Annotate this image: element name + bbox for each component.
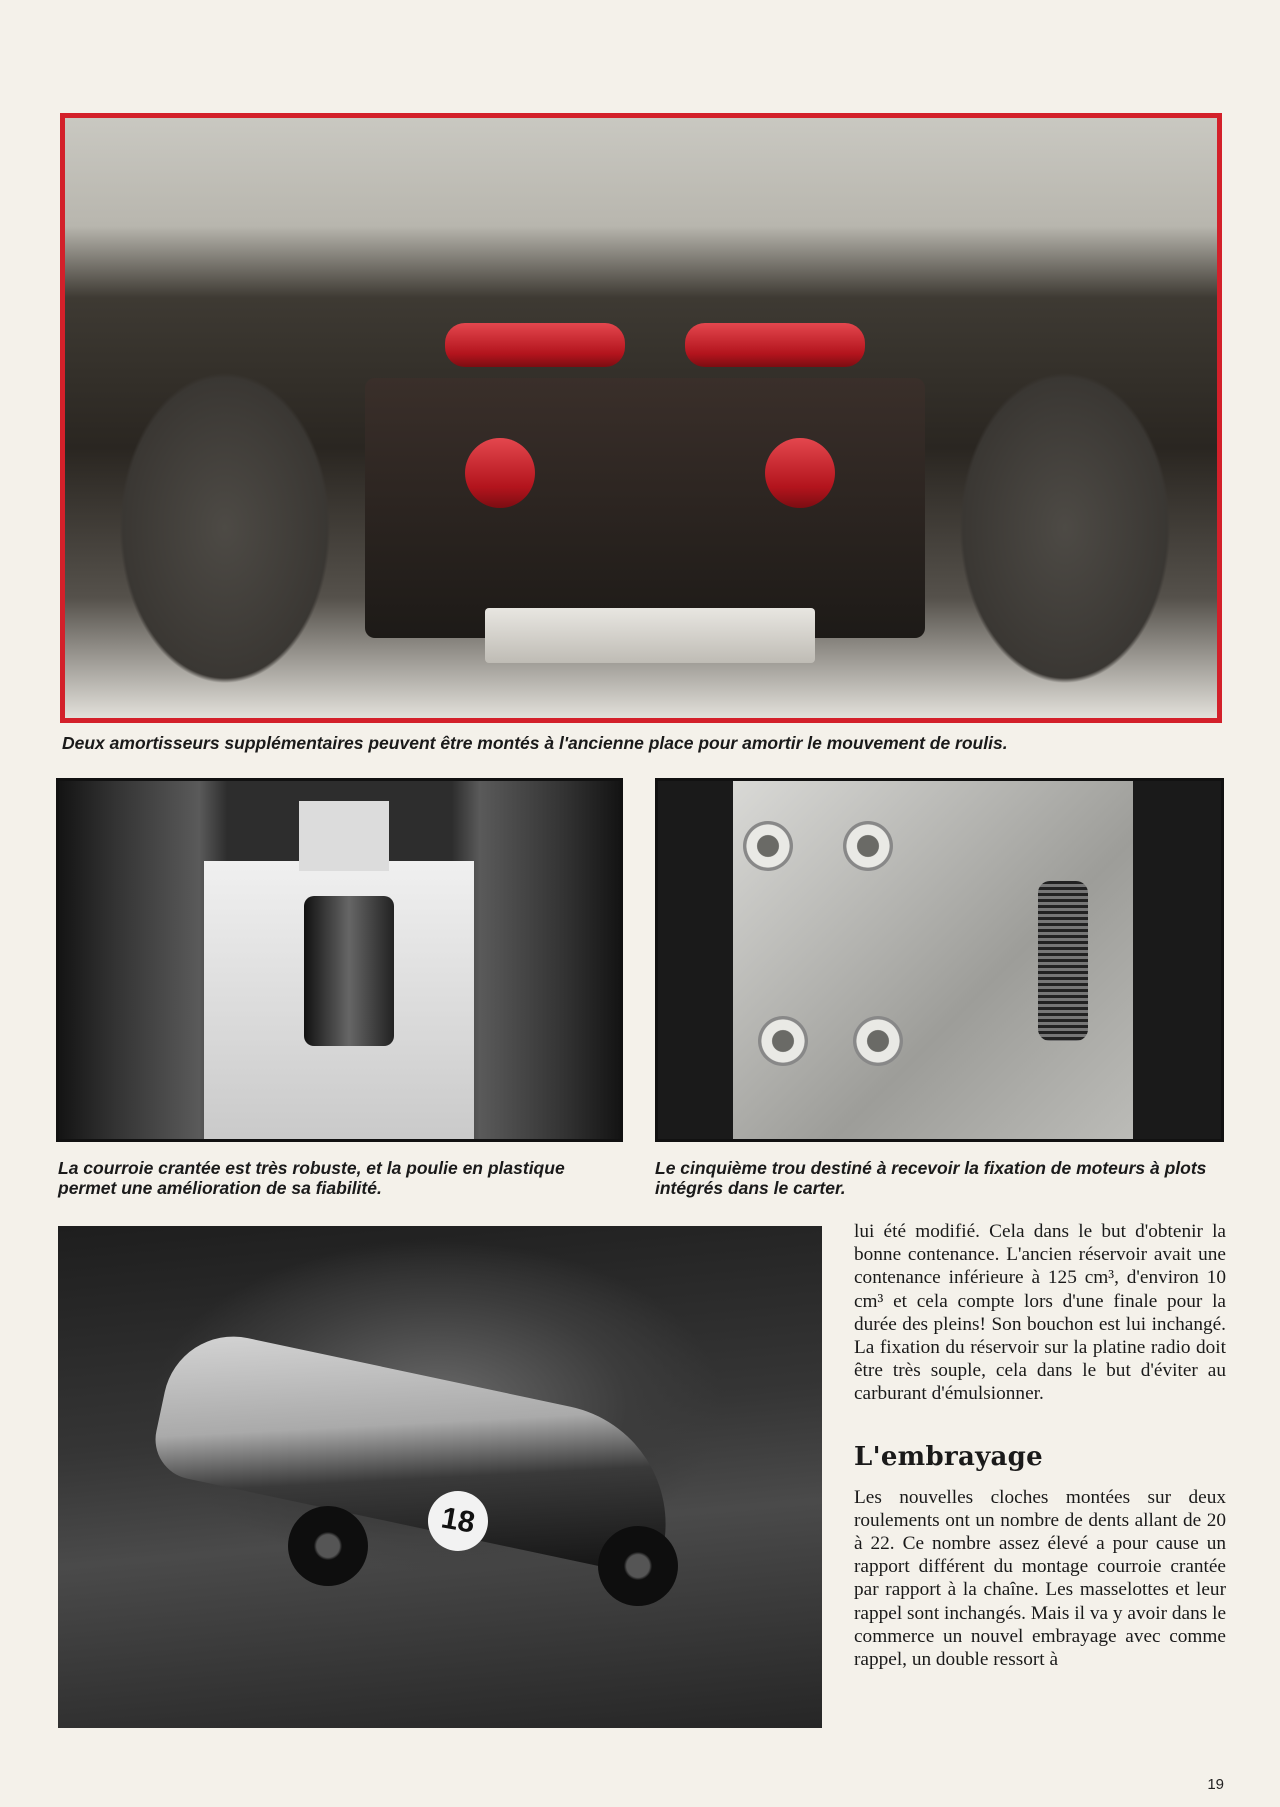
caption-top-photo: Deux amortisseurs supplémentaires peuvent être montés à l'ancienne place pour amortir le mouvement de roulis.	[62, 733, 1008, 753]
photo-toothed-belt	[56, 778, 623, 1142]
photo-bolt-3	[758, 1016, 808, 1066]
photo-bolt-1	[743, 821, 793, 871]
photo-bolt-2	[843, 821, 893, 871]
photo-engine-mount	[655, 778, 1224, 1142]
article-paragraph-2: Les nouvelles cloches montées sur deux roulements ont un nombre de dents allant de 20 à 22. Ce nombre assez élevé a pour cause un rapport différent du montage courroie crantée par rapport à la chaîne. Les masselottes et leur rappel sont inchangés. Mais il va y avoir dans le commerce un nouvel embrayage avec comme rappel, un double ressort à	[854, 1486, 1226, 1671]
photo-wheel-front	[598, 1526, 678, 1606]
article-text-column	[854, 1220, 1226, 1671]
photo-chassis	[365, 378, 925, 638]
photo-damper-right	[765, 438, 835, 508]
photo-skid-plate	[485, 608, 815, 663]
photo-gear	[1038, 881, 1088, 1041]
photo-shock-absorber-right	[685, 323, 865, 367]
photo-belt-window	[304, 896, 394, 1046]
photo-plate-tab	[299, 801, 389, 871]
photo-rear-suspension-color	[60, 113, 1222, 723]
article-paragraph-1: lui été modifié. Cela dans le but d'obtenir la bonne contenance. L'ancien réservoir avait une contenance inférieure à 125 cm³, d'environ 10 cm³ et cela compte lors d'une finale pour la durée des pleins! Son bouchon est lui inchangé. La fixation du réservoir sur la platine radio doit être très souple, cela dans le but d'éviter au carburant d'émulsionner.	[854, 1221, 1226, 1405]
photo-shock-absorber-left	[445, 323, 625, 367]
race-number-badge: 18	[423, 1486, 493, 1556]
caption-mid-left-photo: La courroie crantée est très robuste, et la poulie en plastique permet une amélioration de sa fiabilité.	[58, 1158, 565, 1198]
photo-bolt-4	[853, 1016, 903, 1066]
photo-wheel-rear	[288, 1506, 368, 1586]
caption-mid-right-photo: Le cinquième trou destiné à recevoir la fixation de moteurs à plots intégrés dans le carter.	[655, 1158, 1207, 1198]
photo-damper-left	[465, 438, 535, 508]
photo-race-car-action	[58, 1226, 822, 1728]
page-number: 19	[1207, 1776, 1224, 1793]
section-heading-embrayage: L'embrayage	[854, 1441, 1043, 1472]
